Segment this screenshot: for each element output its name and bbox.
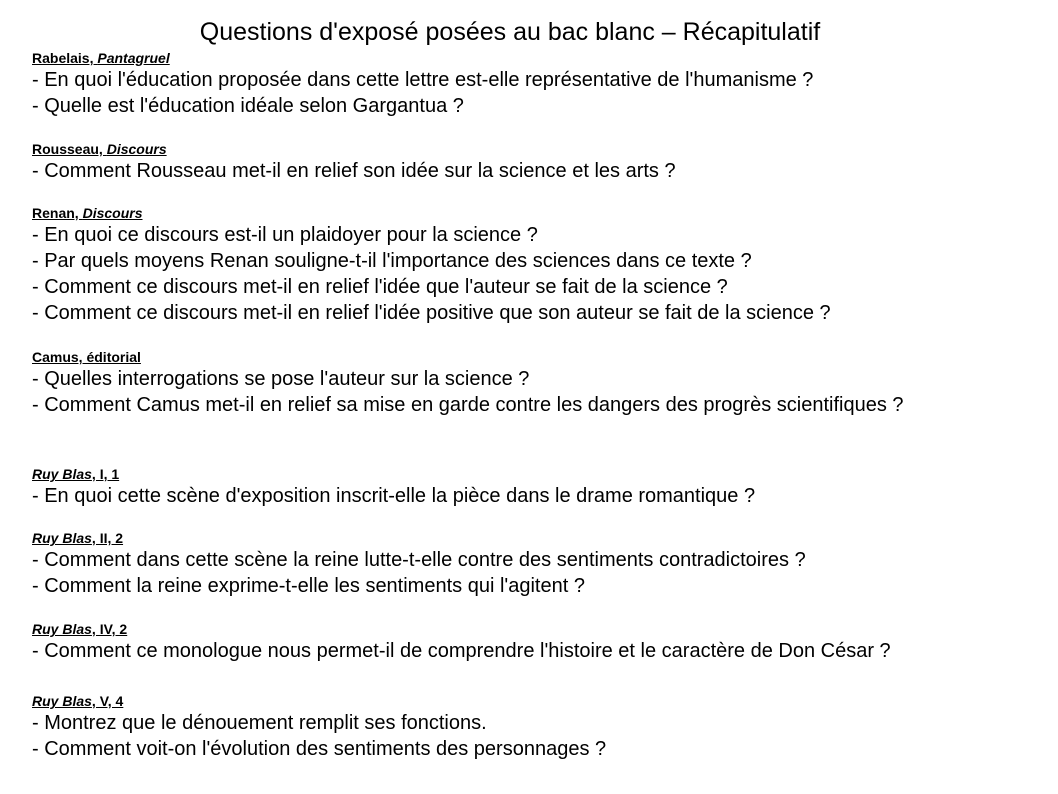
question: - Quelle est l'éducation idéale selon Gargantua ? <box>32 95 464 117</box>
section-heading <box>32 348 1002 366</box>
heading-reference: , V, 4 <box>91 693 124 709</box>
heading-work: Pantagruel <box>97 50 170 66</box>
section-heading <box>32 529 1002 547</box>
section-heading <box>32 465 1002 483</box>
section-renan <box>32 204 1002 326</box>
section-ruy-blas-4-2 <box>32 620 1002 664</box>
question: - Comment la reine exprime-t-elle les sentiments qui l'agitent ? <box>32 575 585 597</box>
question: - Comment Rousseau met-il en relief son idée sur la science et les arts ? <box>32 160 676 182</box>
heading-reference: , II, 2 <box>91 530 124 546</box>
heading-author: Rousseau, <box>32 141 107 157</box>
question: - Comment ce discours met-il en relief l'idée que l'auteur se fait de la science ? <box>32 276 728 298</box>
question: - Comment voit-on l'évolution des sentiments des personnages ? <box>32 738 607 760</box>
question: - Quelles interrogations se pose l'auteur sur la science ? <box>32 368 530 390</box>
heading-author: Rabelais, <box>32 50 98 66</box>
section-heading <box>32 692 1002 710</box>
question: - Comment dans cette scène la reine lutte-t-elle contre des sentiments contradictoires ? <box>32 549 806 571</box>
section-camus <box>32 348 1002 418</box>
question: - Par quels moyens Renan souligne-t-il l'importance des sciences dans ce texte ? <box>32 250 752 272</box>
heading-work: Discours <box>106 141 167 157</box>
section-heading <box>32 204 1002 222</box>
section-rousseau <box>32 140 1002 184</box>
heading-reference: , IV, 2 <box>91 621 128 637</box>
section-ruy-blas-2-2 <box>32 529 1002 599</box>
heading-work: Discours <box>82 205 143 221</box>
question: - En quoi cette scène d'exposition inscrit-elle la pièce dans le drame romantique ? <box>32 485 756 507</box>
section-ruy-blas-5-4 <box>32 692 1002 762</box>
section-heading <box>32 49 1002 67</box>
heading-work: Ruy Blas <box>32 530 92 546</box>
section-ruy-blas-1-1 <box>32 465 1002 509</box>
section-heading <box>32 140 1002 158</box>
section-heading <box>32 620 1002 638</box>
page-title: Questions d'exposé posées au bac blanc – Récapitulatif <box>199 18 821 46</box>
heading-author: Camus, éditorial <box>32 349 141 365</box>
question: - Comment ce monologue nous permet-il de comprendre l'histoire et le caractère de Don César ? <box>32 640 891 662</box>
heading-work: Ruy Blas <box>32 621 92 637</box>
question: - Montrez que le dénouement remplit ses fonctions. <box>32 712 487 734</box>
section-rabelais <box>32 49 1002 119</box>
question: - Comment Camus met-il en relief sa mise en garde contre les dangers des progrès scientifiques ? <box>32 394 904 416</box>
heading-author: Renan, <box>32 205 83 221</box>
heading-work: Ruy Blas <box>32 466 92 482</box>
question: - En quoi ce discours est-il un plaidoyer pour la science ? <box>32 224 538 246</box>
question: - En quoi l'éducation proposée dans cette lettre est-elle représentative de l'humanisme ? <box>32 69 814 91</box>
heading-reference: , I, 1 <box>91 466 120 482</box>
question: - Comment ce discours met-il en relief l'idée positive que son auteur se fait de la science ? <box>32 302 831 324</box>
heading-work: Ruy Blas <box>32 693 92 709</box>
